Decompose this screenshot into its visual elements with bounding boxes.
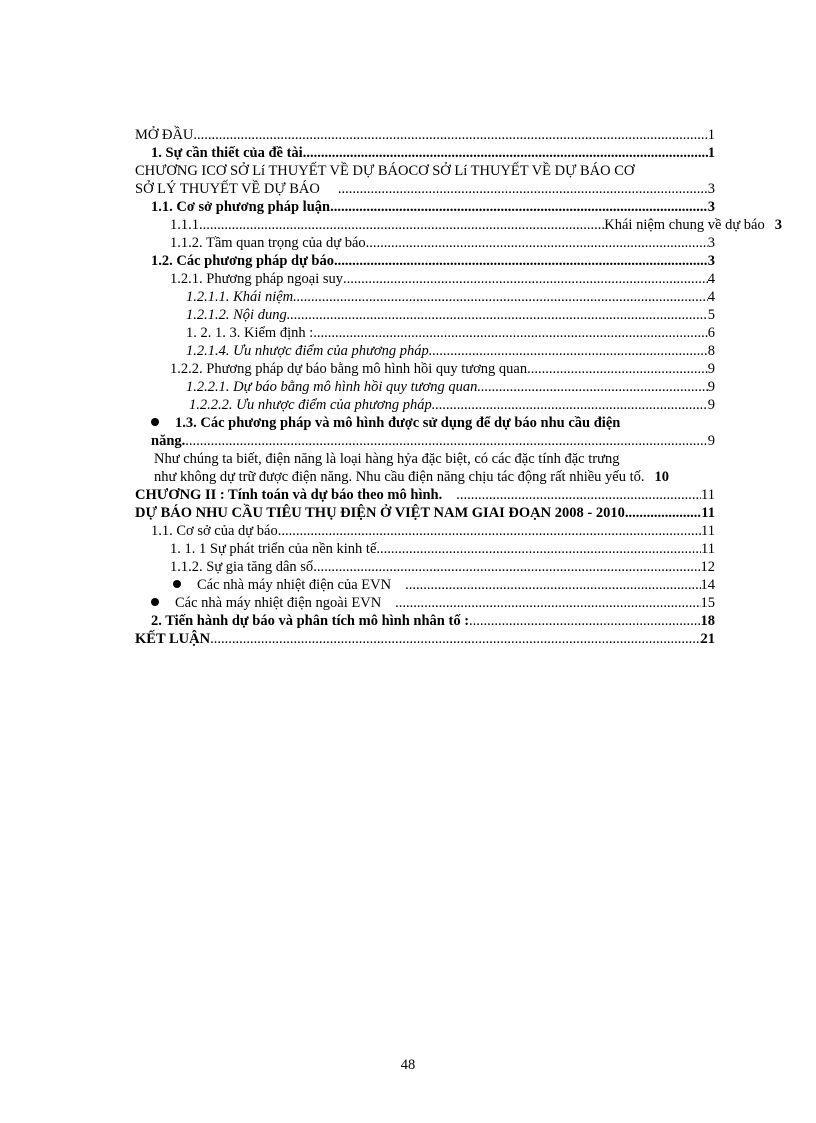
toc-page-number: 4 (707, 271, 715, 287)
toc-label: 1.2.2.1. Dự báo bằng mô hình hồi quy tương quan (186, 379, 478, 395)
toc-label: Các nhà máy nhiệt điện của EVN (197, 577, 392, 593)
toc-entry-2[interactable] (135, 612, 715, 630)
toc-page-number: 4 (707, 289, 715, 305)
toc-leader (313, 324, 707, 342)
toc-page-number: 11 (701, 487, 715, 503)
toc-entry-du-bao[interactable] (135, 504, 715, 522)
toc-label: SỞ LÝ THUYẾT VỀ DỰ BÁO (135, 181, 320, 197)
toc-leader (193, 126, 707, 144)
toc-label: 1.1.1. (170, 217, 203, 233)
toc-leader (281, 522, 701, 540)
toc-entry-1-2-1-4[interactable] (135, 342, 715, 360)
toc-page-number: 21 (700, 631, 715, 647)
toc-page-number: 1 (707, 145, 715, 161)
toc-page-number: 11 (701, 523, 715, 539)
toc-leader (395, 594, 700, 612)
toc-leader (429, 342, 708, 360)
toc-entry-paragraph-line2[interactable] (135, 468, 728, 486)
toc-leader (435, 396, 707, 414)
toc-page-number: 9 (707, 433, 715, 449)
toc-entry-2-1-1-1[interactable] (135, 540, 715, 558)
toc-leader (287, 306, 708, 324)
toc-leader (477, 378, 707, 396)
toc-page-number: 1 (707, 127, 715, 143)
toc-page-number: 5 (707, 307, 715, 323)
toc-entry-chuong-1-line1[interactable]: CHƯƠNG ICƠ SỞ Lí THUYẾT VỀ DỰ BÁOCƠ SỞ Lí THUYẾT VỀ DỰ BÁO CƠ (135, 163, 635, 179)
toc-label: 1.1.2. Tầm quan trọng của dự báo (170, 235, 366, 251)
toc-leader (527, 360, 708, 378)
toc-page-number: 15 (700, 595, 715, 611)
toc-entry-chuong-1-line2[interactable] (135, 180, 715, 198)
toc-leader (625, 504, 701, 522)
toc-leader (456, 486, 701, 504)
toc-entry-1-3-line2[interactable] (135, 432, 715, 450)
toc-entry-1-2-1-1[interactable] (135, 288, 715, 306)
toc-entry-ket-luan[interactable] (135, 630, 715, 648)
toc-entry-1-2-2-1[interactable] (135, 378, 715, 396)
toc-label: 1.2.1. Phương pháp ngoại suy (170, 271, 344, 287)
toc-label: CHƯƠNG II : Tính toán và dự báo theo mô hình. (135, 487, 443, 503)
toc-label: 1.3. Các phương pháp và mô hình được sử dụng để dự báo nhu cầu điện (175, 415, 621, 431)
toc-leader (203, 216, 605, 234)
table-of-contents (135, 126, 782, 648)
toc-page-number: 9 (707, 379, 715, 395)
toc-entry-1-2-2-2[interactable] (135, 396, 715, 414)
toc-label: Các nhà máy nhiệt điện ngoài EVN (175, 595, 382, 611)
toc-page-number: 14 (700, 577, 715, 593)
toc-leader (303, 144, 708, 162)
toc-leader (210, 630, 700, 648)
toc-label: 2. Tiến hành dự báo và phân tích mô hình nhân tố : (151, 613, 470, 629)
toc-page-number: 3 (707, 253, 715, 269)
toc-page-number: 9 (707, 361, 715, 377)
toc-page-number: 10 (654, 469, 670, 485)
toc-entry-1-3-line1[interactable] (135, 414, 715, 432)
toc-label: 1.2.1.1. Khái niệm (186, 289, 294, 305)
toc-label: KẾT LUẬN (135, 631, 211, 647)
toc-entry-2-1-1[interactable] (135, 522, 715, 540)
toc-label: 1.2.1.2. Nội dung (186, 307, 287, 323)
toc-label: 1. 1. 1 Sự phát triển của nền kinh tế (170, 541, 377, 557)
toc-label: 1.2.1.4. Ưu nhược điểm của phương pháp (186, 343, 429, 359)
toc-page-number: 9 (707, 397, 715, 413)
toc-page-number: 11 (701, 541, 715, 557)
toc-page-number: 3 (707, 199, 715, 215)
bullet-icon (151, 418, 159, 426)
toc-label: 1.2. Các phương pháp dự báo (151, 253, 334, 269)
toc-entry-chuong-2[interactable] (135, 486, 715, 504)
toc-page-number: 18 (700, 613, 715, 629)
toc-leader (334, 252, 708, 270)
toc-entry-1-2[interactable] (135, 252, 715, 270)
toc-label: 1.2.2. Phương pháp dự báo bằng mô hình hồi quy tương quan (170, 361, 528, 377)
toc-label: 1.1. Cơ sở của dự báo. (151, 523, 282, 539)
toc-page-number: 6 (707, 325, 715, 341)
toc-label: như không dự trữ được điện năng. Nhu cầu điện năng chịu tác động rất nhiều yếu tố. (154, 469, 645, 485)
toc-leader (330, 198, 708, 216)
toc-entry-1-2-2[interactable] (135, 360, 715, 378)
toc-leader (469, 612, 700, 630)
toc-label: 1. 2. 1. 3. Kiểm định : (186, 325, 314, 341)
toc-leader (313, 558, 700, 576)
toc-leader (343, 270, 708, 288)
toc-page-number: 3 (774, 217, 782, 233)
toc-entry-1-1[interactable] (135, 198, 715, 216)
toc-page-number: 3 (707, 181, 715, 197)
toc-entry-1-2-1-2[interactable] (135, 306, 715, 324)
toc-leader (366, 234, 708, 252)
toc-entry-1-2-1[interactable] (135, 270, 715, 288)
toc-label: 1.2.2.2. Ưu nhược điểm của phương pháp. (189, 397, 436, 413)
toc-label: DỰ BÁO NHU CẦU TIÊU THỤ ĐIỆN Ở VIỆT NAM GIAI ĐOẠN 2008 - 2010 (135, 505, 625, 521)
toc-leader (185, 432, 707, 450)
toc-entry-1-1-2[interactable] (135, 234, 715, 252)
toc-label: 1.1.2. Sự gia tăng dân số (170, 559, 314, 575)
toc-entry-2-1-1-2[interactable] (135, 558, 715, 576)
toc-page-number: 8 (707, 343, 715, 359)
toc-entry-mo-dau[interactable] (135, 126, 715, 144)
toc-leader (405, 576, 700, 594)
toc-entry-ngoai-evn[interactable] (135, 594, 715, 612)
toc-entry-1-1-1[interactable] (135, 216, 782, 234)
toc-label: MỞ ĐẦU (135, 127, 194, 143)
toc-entry-paragraph-line1[interactable]: Như chúng ta biết, điện năng là loại hàng hỷa đặc biệt, có các đặc tính đặc trưng (154, 451, 620, 467)
toc-entry-1[interactable] (135, 144, 715, 162)
toc-leader (376, 540, 701, 558)
bullet-icon (151, 598, 159, 606)
page-number-footer: 48 (400, 1057, 416, 1073)
toc-label: năng. (151, 433, 186, 449)
toc-entry-1-2-1-3[interactable] (135, 324, 715, 342)
toc-entry-evn[interactable] (135, 576, 715, 594)
toc-leader (293, 288, 708, 306)
toc-label: 1.1. Cơ sở phương pháp luận (151, 199, 331, 215)
toc-label-continued: Khái niệm chung về dự báo (604, 217, 765, 233)
toc-page-number: 12 (700, 559, 715, 575)
toc-page-number: 11 (701, 505, 715, 521)
toc-leader (338, 180, 708, 198)
toc-label: 1. Sự cần thiết của đề tài (151, 145, 303, 161)
bullet-icon (173, 580, 181, 588)
toc-page-number: 3 (707, 235, 715, 251)
